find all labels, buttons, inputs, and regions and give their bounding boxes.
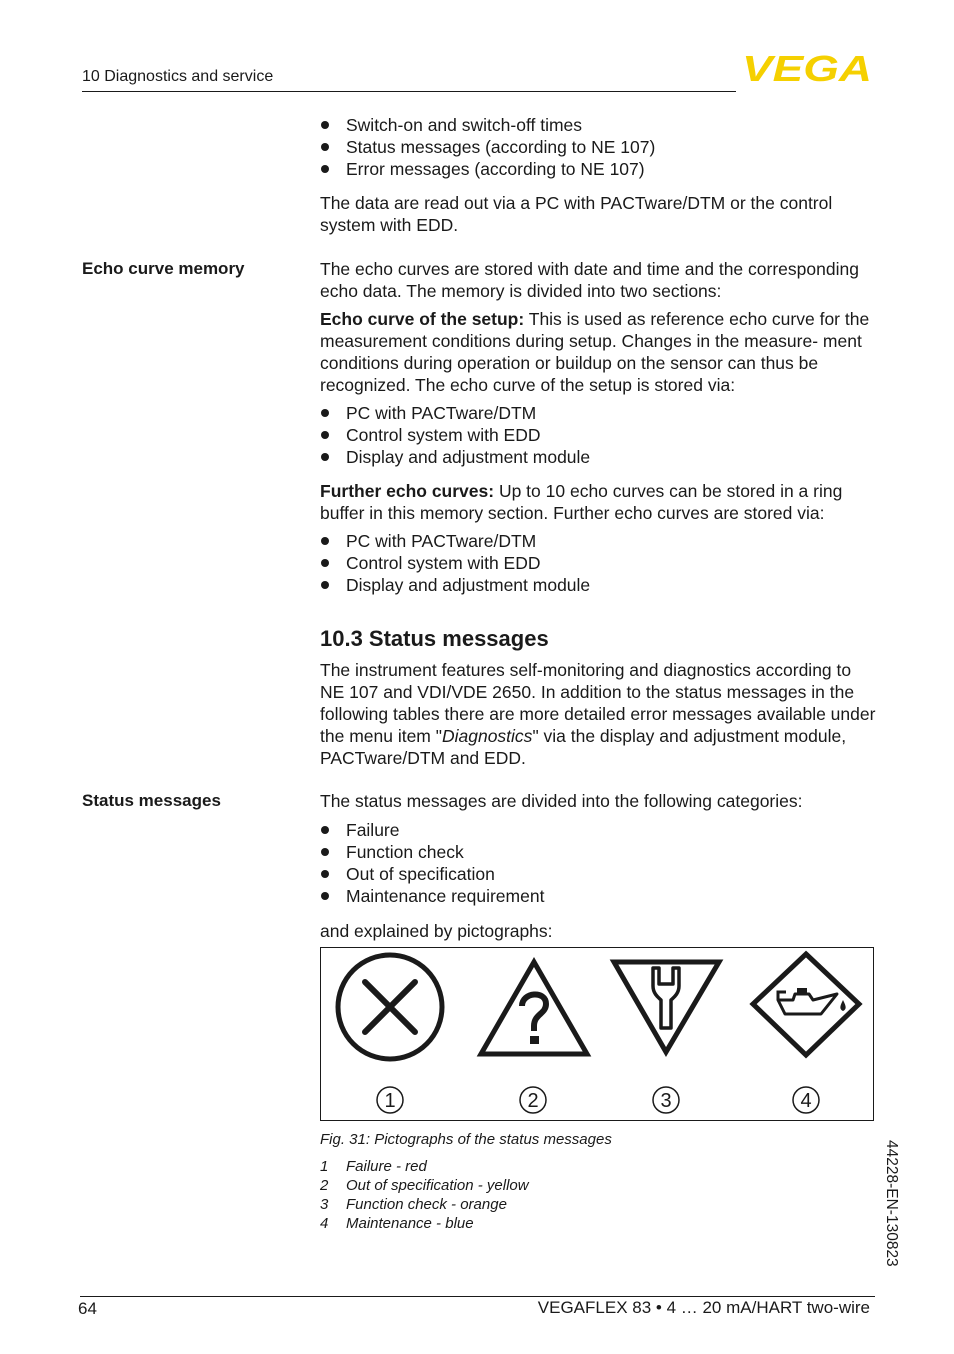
legend-item	[320, 1157, 529, 1176]
list-item: PC with PACTware/DTM	[320, 402, 876, 424]
failure-icon	[338, 955, 442, 1059]
document-id: 44228-EN-130823	[883, 1140, 900, 1267]
function-check-icon	[614, 962, 719, 1052]
further-echo-paragraph	[320, 480, 876, 524]
status-text: The status messages are divided into the following categories:	[320, 791, 803, 811]
list-item: Status messages (according to NE 107)	[320, 136, 876, 158]
intro-bullet-list	[320, 114, 876, 180]
legend-item	[320, 1176, 529, 1195]
echo-setup-title: Echo curve of the setup:	[320, 309, 525, 329]
pictograph-number-4	[793, 1087, 819, 1113]
legend-number: 1	[320, 1158, 329, 1175]
list-item: PC with PACTware/DTM	[320, 530, 876, 552]
section-text-part: " via the display and adjustment module, PACTware/DTM and EDD.	[320, 726, 847, 768]
figure-legend	[320, 1157, 529, 1233]
list-item: Switch-on and switch-off times	[320, 114, 876, 136]
number-label: 2	[527, 1090, 539, 1112]
legend-number: 3	[320, 1196, 329, 1213]
intro-text: The data are read out via a PC with PACTware/DTM or the control system with EDD.	[320, 193, 833, 235]
pictograph-number-3	[653, 1087, 679, 1113]
echo-curve-memory-label: Echo curve memory	[82, 259, 245, 278]
section-heading: 10.3 Status messages	[320, 626, 549, 651]
list-item: Control system with EDD	[320, 424, 876, 446]
list-item: Out of specification	[320, 863, 876, 885]
echo-setup-paragraph	[320, 308, 876, 396]
list-item: Function check	[320, 841, 876, 863]
list-item: Maintenance requirement	[320, 885, 876, 907]
status-bullet-list	[320, 819, 876, 907]
list-item: Display and adjustment module	[320, 574, 876, 596]
echo-memory-text: The echo curves are stored with date and time and the corresponding echo data. The memory is divided into two sections:	[320, 259, 859, 301]
pictograph-number-2	[520, 1087, 546, 1113]
legend-text: Failure - red	[346, 1158, 427, 1175]
further-bullet-list	[320, 530, 876, 596]
legend-number: 4	[320, 1215, 329, 1232]
echo-setup-text: This is used as reference echo curve for the measurement conditions during setup. Changes in the measure- ment conditions during operation or buildup on the sensor can thus be recognized. The echo curve of the setup is stored via:	[320, 309, 870, 395]
legend-item	[320, 1214, 529, 1233]
header-section-title: 10 Diagnostics and service	[82, 68, 274, 85]
echo-memory-block	[320, 258, 876, 596]
legend-item	[320, 1195, 529, 1214]
vega-logo-text: VEGA	[742, 52, 872, 84]
legend-number: 2	[320, 1177, 329, 1194]
section-text-part: The instrument features self-monitoring and diagnostics according to NE 107 and VDI/VDE 2650. In addition to the status messages in the following tables there are more detailed error messages available under the menu item "	[320, 660, 876, 746]
maintenance-icon	[753, 954, 859, 1055]
list-item: Error messages (according to NE 107)	[320, 158, 876, 180]
number-label: 1	[384, 1090, 396, 1112]
list-item: Display and adjustment module	[320, 446, 876, 468]
legend-text: Maintenance - blue	[346, 1215, 474, 1232]
section-intro-text	[320, 659, 876, 769]
pictographs-intro: and explained by pictographs:	[320, 921, 553, 941]
list-item: Control system with EDD	[320, 552, 876, 574]
number-label: 3	[660, 1090, 672, 1112]
footer-product-title: VEGAFLEX 83 • 4 … 20 mA/HART two-wire	[537, 1298, 870, 1317]
pictograph-svg	[321, 948, 873, 1120]
status-messages-label: Status messages	[82, 791, 221, 810]
further-echo-text: Up to 10 echo curves can be stored in a ring buffer in this memory section. Further echo curves are stored via:	[320, 481, 843, 523]
out-of-specification-icon	[481, 962, 587, 1054]
number-label: 4	[800, 1090, 812, 1112]
legend-text: Function check - orange	[346, 1196, 507, 1213]
diagnostics-menu-item: Diagnostics	[441, 726, 533, 746]
document-id-vertical	[868, 1140, 908, 1290]
pictograph-figure	[320, 947, 874, 1121]
intro-block	[320, 114, 876, 236]
footer-divider	[80, 1296, 875, 1297]
setup-bullet-list	[320, 402, 876, 468]
vega-logo	[740, 52, 874, 84]
list-item: Failure	[320, 819, 876, 841]
header-divider	[82, 91, 736, 92]
further-echo-title: Further echo curves:	[320, 481, 495, 501]
legend-text: Out of specification - yellow	[346, 1177, 529, 1194]
page-number: 64	[78, 1299, 97, 1318]
status-block	[320, 790, 876, 942]
section-intro-block	[320, 659, 876, 769]
figure-caption: Fig. 31: Pictographs of the status messages	[320, 1131, 612, 1148]
pictograph-number-1	[377, 1087, 403, 1113]
